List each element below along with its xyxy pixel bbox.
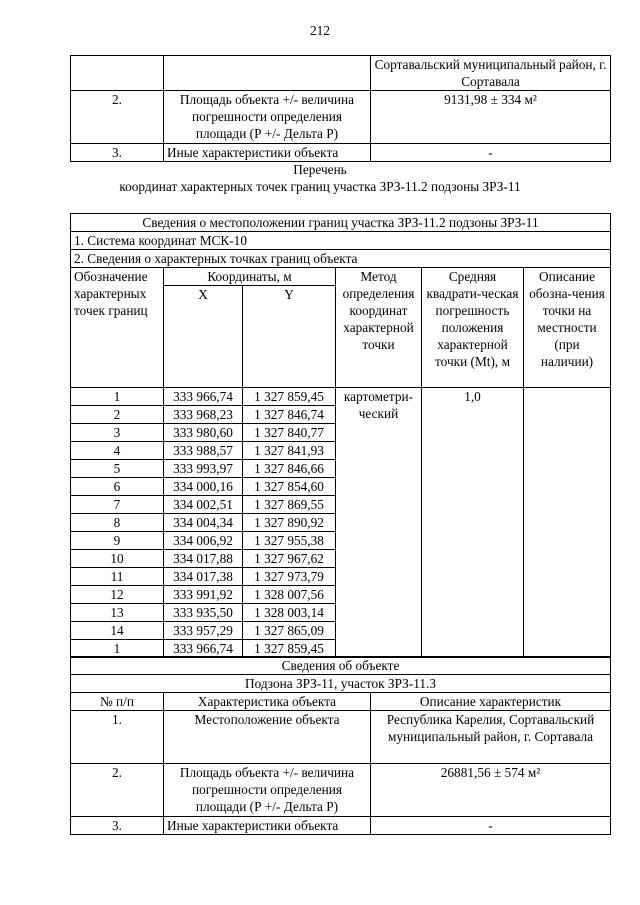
table-row: 3. Иные характеристики объекта -	[71, 144, 611, 162]
point-x: 333 957,29	[164, 622, 243, 640]
point-y: 1 328 007,56	[243, 586, 336, 604]
point-id: 6	[71, 478, 164, 496]
point-y: 1 327 973,79	[243, 568, 336, 586]
location-desc: Сортавальский муниципальный район, г. Сортавала	[371, 56, 611, 91]
point-x: 333 966,74	[164, 388, 243, 406]
object-title: Сведения об объекте	[71, 657, 611, 675]
table-row: 1. Местоположение объекта Республика Карелия, Сортавальский муниципальный район, г. Сортавала	[71, 711, 611, 764]
point-y: 1 327 869,55	[243, 496, 336, 514]
point-x: 334 006,92	[164, 532, 243, 550]
point-x: 334 004,34	[164, 514, 243, 532]
point-id: 12	[71, 586, 164, 604]
error-value: 1,0	[422, 388, 524, 658]
point-y: 1 327 846,66	[243, 460, 336, 478]
point-y: 1 327 841,93	[243, 442, 336, 460]
point-x: 333 991,92	[164, 586, 243, 604]
point-id: 8	[71, 514, 164, 532]
point-x: 334 002,51	[164, 496, 243, 514]
col-y: Y	[243, 286, 336, 388]
point-id: 14	[71, 622, 164, 640]
coordinates-table	[70, 213, 611, 658]
point-y: 1 327 890,92	[243, 514, 336, 532]
table-row: 3. Иные характеристики объекта -	[71, 817, 611, 835]
point-id: 4	[71, 442, 164, 460]
point-id: 3	[71, 424, 164, 442]
coordinates-title: Сведения о местоположении границ участка ЗРЗ-11.2 подзоны ЗРЗ-11	[71, 214, 611, 232]
point-x: 333 993,97	[164, 460, 243, 478]
point-y: 1 327 865,09	[243, 622, 336, 640]
point-x: 334 000,16	[164, 478, 243, 496]
col-num: № п/п	[71, 693, 164, 711]
page-number: 212	[310, 23, 330, 38]
point-id: 9	[71, 532, 164, 550]
col-designation: Обозначение характерных точек границ	[71, 268, 164, 388]
object-subtitle: Подзона ЗРЗ-11, участок ЗРЗ-11.3	[71, 675, 611, 693]
point-x: 333 966,74	[164, 640, 243, 658]
point-y: 1 327 859,45	[243, 640, 336, 658]
coordinate-system: 1. Система координат МСК-10	[71, 232, 611, 250]
point-id: 13	[71, 604, 164, 622]
col-desc: Описание характеристик	[371, 693, 611, 711]
point-y: 1 327 846,74	[243, 406, 336, 424]
point-id: 5	[71, 460, 164, 478]
col-x: X	[164, 286, 243, 388]
col-error: Средняя квадрати-ческая погрешность положения характерной точки (Mt), м	[422, 268, 524, 388]
point-id: 2	[71, 406, 164, 424]
table-row	[71, 56, 611, 91]
points-body	[71, 388, 611, 658]
point-x: 334 017,88	[164, 550, 243, 568]
point-y: 1 327 955,38	[243, 532, 336, 550]
col-method: Метод определения координат характерной точки	[336, 268, 422, 388]
col-coordinates: Координаты, м	[164, 268, 336, 286]
point-id: 1	[71, 640, 164, 658]
point-y: 1 327 854,60	[243, 478, 336, 496]
point-id: 1	[71, 388, 164, 406]
object-table	[70, 656, 611, 835]
point-x: 333 935,50	[164, 604, 243, 622]
points-section-title: 2. Сведения о характерных точках границ объекта	[71, 250, 611, 268]
list-subheading: координат характерных точек границ участка ЗРЗ-11.2 подзоны ЗРЗ-11	[119, 179, 521, 194]
point-x: 333 980,60	[164, 424, 243, 442]
method-value: картометри-ческий	[336, 388, 422, 658]
col-description: Описание обозна-чения точки на местности (при наличии)	[524, 268, 611, 388]
point-y: 1 327 967,62	[243, 550, 336, 568]
table-row	[71, 388, 611, 406]
table-row: 2. Площадь объекта +/- величина погрешности определения площади (Р +/- Дельта Р) 26881,56 ± 574 м²	[71, 764, 611, 817]
point-x: 333 968,23	[164, 406, 243, 424]
point-id: 11	[71, 568, 164, 586]
col-char: Характеристика объекта	[164, 693, 371, 711]
point-x: 333 988,57	[164, 442, 243, 460]
point-id: 7	[71, 496, 164, 514]
object-table-continued	[70, 55, 611, 162]
point-y: 1 328 003,14	[243, 604, 336, 622]
description-value	[524, 388, 611, 658]
point-y: 1 327 859,45	[243, 388, 336, 406]
table-row: 2. Площадь объекта +/- величина погрешности определения площади (Р +/- Дельта Р) 9131,98 ± 334 м²	[71, 91, 611, 144]
list-heading: Перечень	[293, 162, 347, 177]
point-id: 10	[71, 550, 164, 568]
point-x: 334 017,38	[164, 568, 243, 586]
point-y: 1 327 840,77	[243, 424, 336, 442]
